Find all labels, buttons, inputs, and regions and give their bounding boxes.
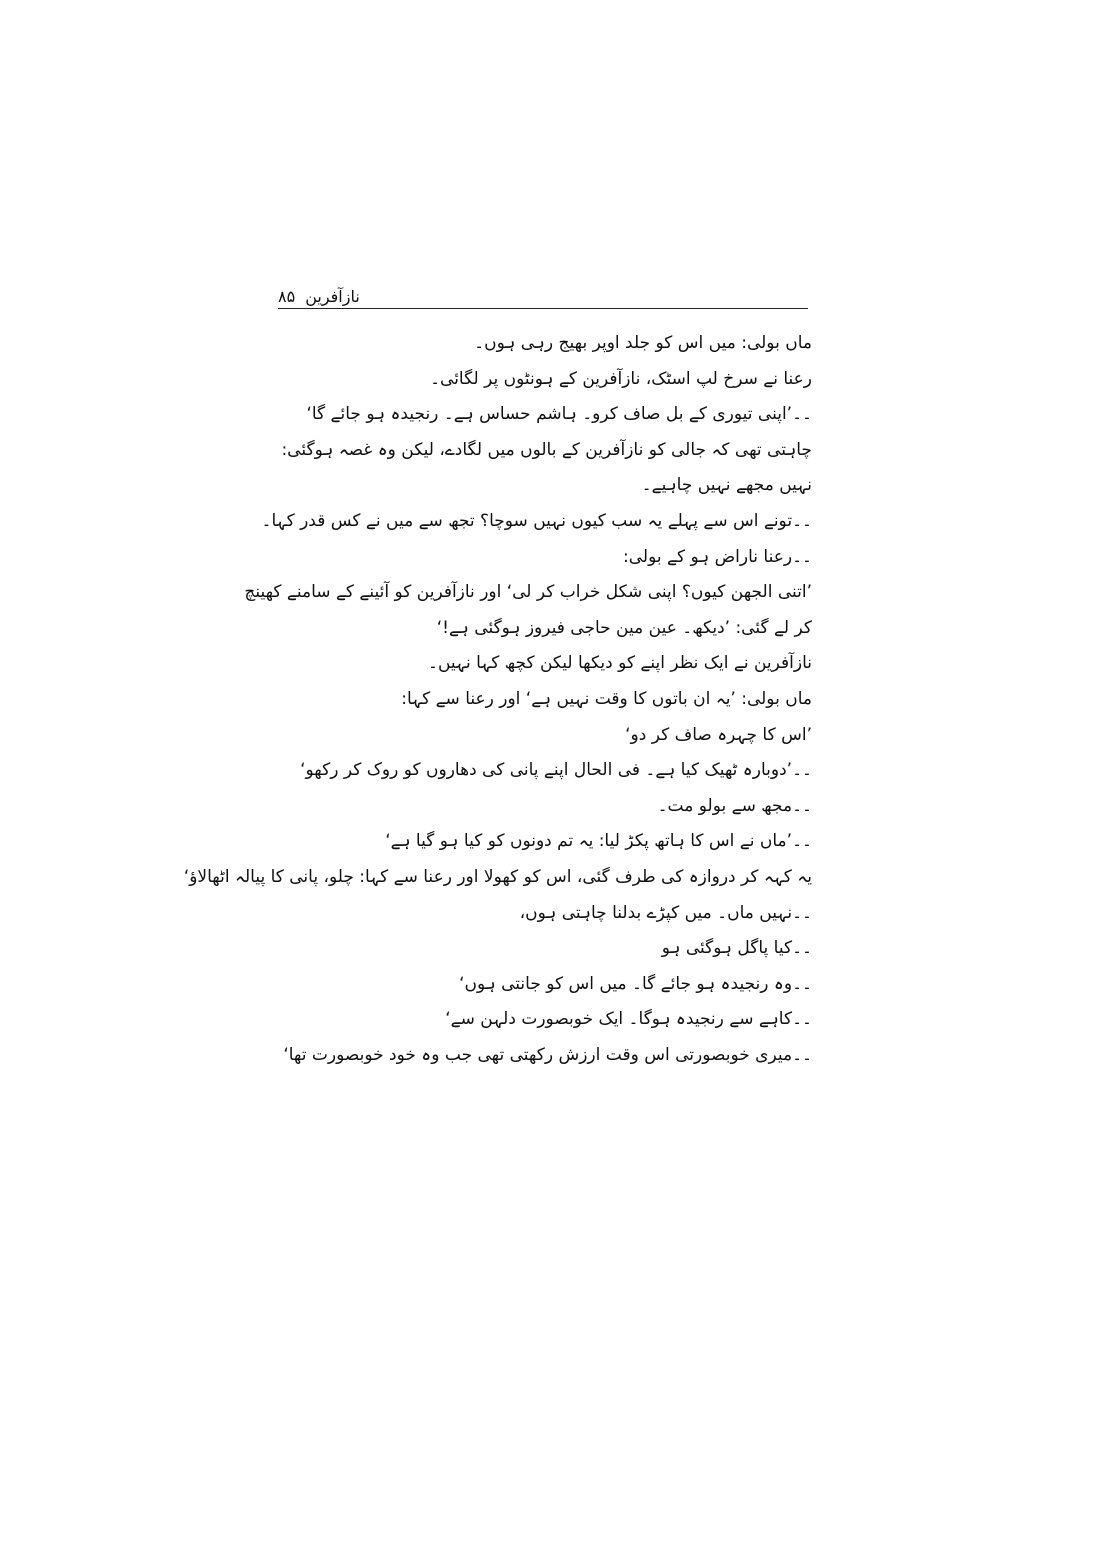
text-line: یہ کہہ کر دروازہ کی طرف گئی، اس کو کھولا اور رعنا سے کہا: چلو، پانی کا پیالہ اٹھالاؤ‘ — [183, 866, 812, 887]
page-number: ۸۵ — [278, 287, 296, 306]
body-text — [183, 326, 812, 1073]
text-line: ۔۔رعنا ناراض ہو کے بولی: — [623, 546, 812, 567]
text-line: ۔۔نہیں ماں۔ میں کپڑے بدلنا چاہتی ہوں، — [519, 902, 812, 923]
text-line: ۔۔’اپنی تیوری کے بل صاف کرو۔ ہاشم حساس ہے۔ رنجیدہ ہو جائے گا‘ — [306, 404, 812, 425]
text-line: ’اتنی الجھن کیوں؟ اپنی شکل خراب کر لی‘ اور نازآفرین کو آئینے کے سامنے کھینچ — [244, 582, 812, 603]
header-title: نازآفرین — [305, 287, 360, 306]
text-line: ۔۔میری خوبصورتی اس وقت ارزش رکھتی تھی جب وہ خود خوبصورت تھا‘ — [283, 1044, 812, 1065]
text-line: ماں بولی: میں اس کو جلد اوپر بھیج رہی ہوں۔ — [474, 333, 812, 353]
text-line: رعنا نے سرخ لپ اسٹک، نازآفرین کے ہونٹوں پر لگائی۔ — [430, 368, 812, 389]
text-line: ۔۔کاہے سے رنجیدہ ہوگا۔ ایک خوبصورت دلہن سے‘ — [445, 1009, 812, 1030]
text-line: ۔۔’ماں نے اس کا ہاتھ پکڑ لیا: یہ تم دونوں کو کیا ہو گیا ہے‘ — [385, 831, 812, 852]
text-line: کر لے گئی: ’دیکھ۔ عین مین حاجی فیروز ہوگئی ہے!‘ — [436, 617, 812, 638]
text-line: نہیں مجھے نہیں چاہیے۔ — [641, 475, 812, 496]
text-line: ’اس کا چہرہ صاف کر دو‘ — [625, 724, 812, 745]
text-line: نازآفرین نے ایک نظر اپنے کو دیکھا لیکن کچھ کہا نہیں۔ — [427, 653, 812, 674]
text-line: چاہتی تھی کہ جالی کو نازآفرین کے بالوں میں لگادے، لیکن وہ غصہ ہوگئی: — [281, 439, 812, 460]
text-line: ۔۔کیا پاگل ہوگئی ہو — [661, 938, 812, 959]
text-line: ماں بولی: ’یہ ان باتوں کا وقت نہیں ہے‘ اور رعنا سے کہا: — [401, 688, 812, 709]
text-line: ۔۔’دوبارہ ٹھیک کیا ہے۔ فی الحال اپنے پانی کی دھاروں کو روک کر رکھو‘ — [300, 760, 812, 781]
text-line: ۔۔مجھ سے بولو مت۔ — [657, 795, 812, 816]
running-header-inner — [278, 287, 360, 306]
running-header — [278, 280, 808, 310]
text-line: ۔۔وہ رنجیدہ ہو جائے گا۔ میں اس کو جانتی ہوں‘ — [459, 973, 812, 994]
header-rule — [278, 308, 808, 309]
text-line: ۔۔تونے اس سے پہلے یہ سب کیوں نہیں سوچا؟ تجھ سے میں نے کس قدر کہا۔ — [261, 510, 812, 531]
